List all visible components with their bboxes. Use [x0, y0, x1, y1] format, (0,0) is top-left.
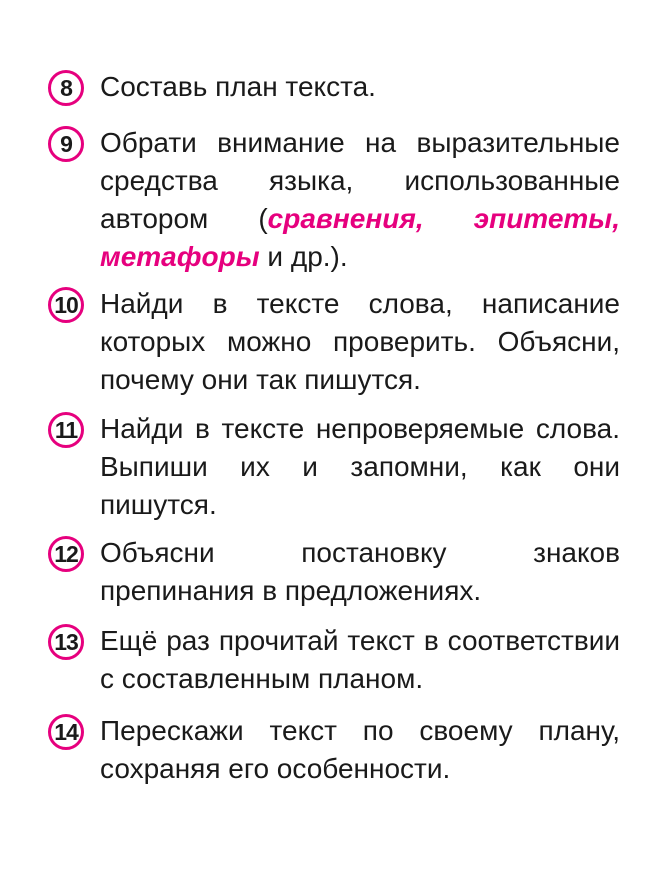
task-8	[48, 68, 620, 106]
task-text-content: Ещё раз прочитай текст в соответствии с составленным планом.	[100, 625, 620, 694]
task-text	[100, 124, 620, 276]
task-text-content: Найди в тексте слова, написание которых можно проверить. Объясни, почему они так пишутся.	[100, 288, 620, 395]
task-text	[100, 410, 620, 524]
task-text	[100, 68, 620, 106]
task-text-content	[100, 124, 620, 276]
task-text	[100, 285, 620, 399]
task-13	[48, 622, 620, 698]
task-number-badge: 8	[48, 70, 84, 106]
task-number-badge: 10	[48, 287, 84, 323]
task-11	[48, 410, 620, 524]
task-9	[48, 124, 620, 276]
highlighted-terms: сравнения, эпитеты, метафоры	[100, 203, 620, 272]
task-text-after: и др.).	[259, 241, 348, 272]
task-12	[48, 534, 620, 610]
task-number-badge: 11	[48, 412, 84, 448]
task-number-badge: 12	[48, 536, 84, 572]
task-text	[100, 622, 620, 698]
task-14	[48, 712, 620, 788]
task-text-before: Обрати внимание на выразительные средства языка, использованные автором (	[100, 127, 620, 234]
task-text	[100, 712, 620, 788]
task-number-badge: 14	[48, 714, 84, 750]
task-text-content: Объясни постановку знаков препинания в предложениях.	[100, 537, 620, 606]
task-text-content: Перескажи текст по своему плану, сохраняя его особенности.	[100, 715, 620, 784]
task-10	[48, 285, 620, 399]
task-number-badge: 9	[48, 126, 84, 162]
task-number-badge: 13	[48, 624, 84, 660]
task-text-content: Найди в тексте непроверяемые слова. Выпиши их и запомни, как они пишутся.	[100, 413, 620, 520]
task-text	[100, 534, 620, 610]
task-text-content: Составь план текста.	[100, 71, 376, 102]
